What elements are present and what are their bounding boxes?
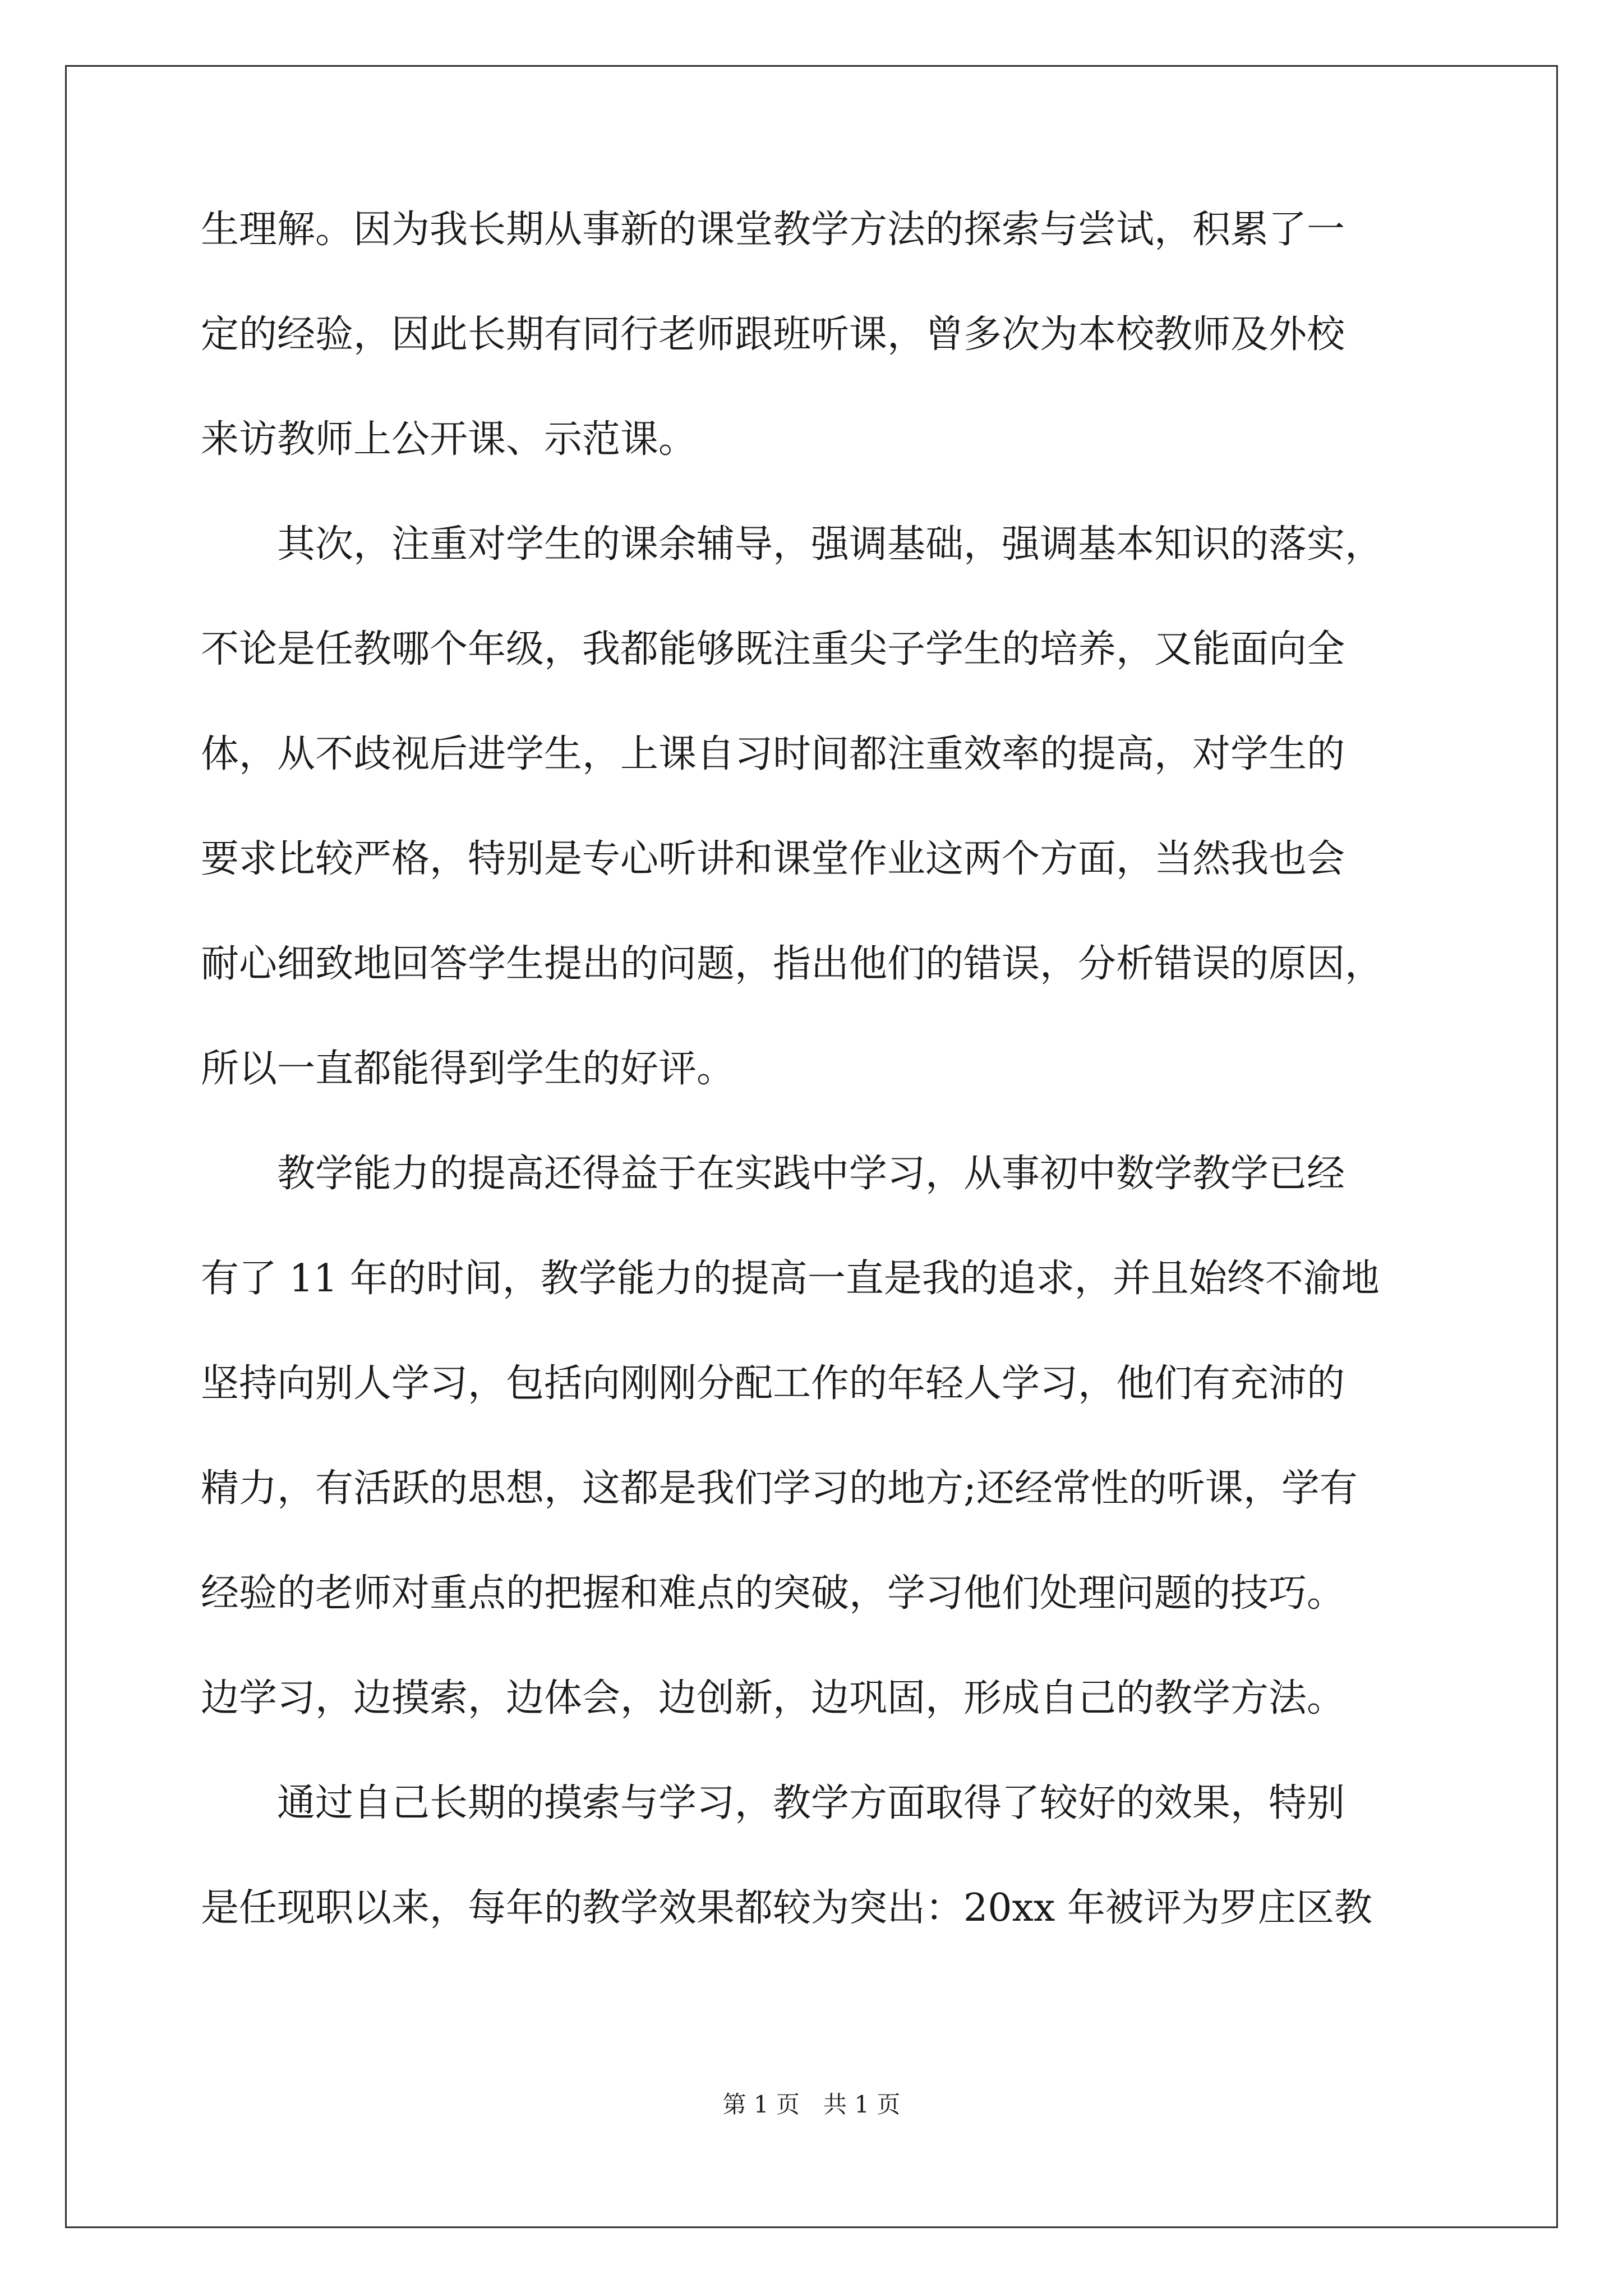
text-line: 通过自己长期的摸索与学习，教学方面取得了较好的效果，特别: [201, 1781, 1345, 1825]
text-line: 边学习，边摸索，边体会，边创新，边巩固，形成自己的教学方法。: [201, 1676, 1345, 1720]
text-line: 经验的老师对重点的把握和难点的突破，学习他们处理问题的技巧。: [201, 1571, 1345, 1616]
text-line: 耐心细致地回答学生提出的问题，指出他们的错误，分析错误的原因，: [201, 942, 1384, 986]
text-line: 有了 11 年的时间，教学能力的提高一直是我的追求，并且始终不渝地: [201, 1257, 1380, 1301]
text-line: 来访教师上公开课、示范课。: [201, 417, 697, 462]
text-line: 精力，有活跃的思想，这都是我们学习的地方;还经常性的听课，学有: [201, 1466, 1358, 1511]
text-line: 所以一直都能得到学生的好评。: [201, 1047, 735, 1091]
text-line: 定的经验，因此长期有同行老师跟班听课，曾多次为本校教师及外校: [201, 312, 1345, 357]
text-line: 不论是任教哪个年级，我都能够既注重尖子学生的培养，又能面向全: [201, 627, 1345, 671]
text-line: 生理解。因为我长期从事新的课堂教学方法的探索与尝试，积累了一: [201, 208, 1345, 252]
document-body: [201, 202, 1435, 1985]
text-line: 坚持向别人学习，包括向刚刚分配工作的年轻人学习，他们有充沛的: [201, 1361, 1345, 1406]
text-line: 其次，注重对学生的课余辅导，强调基础，强调基本知识的落实，: [201, 522, 1384, 567]
text-line: 要求比较严格，特别是专心听讲和课堂作业这两个方面，当然我也会: [201, 837, 1345, 881]
text-line: 是任现职以来，每年的教学效果都较为突出：20xx 年被评为罗庄区教: [201, 1886, 1372, 1930]
text-line: 体，从不歧视后进学生，上课自习时间都注重效率的提高，对学生的: [201, 732, 1345, 776]
text-line: 教学能力的提高还得益于在实践中学习，从事初中数学教学已经: [201, 1152, 1345, 1196]
page-footer: 第 1 页 共 1 页: [722, 2091, 901, 2118]
